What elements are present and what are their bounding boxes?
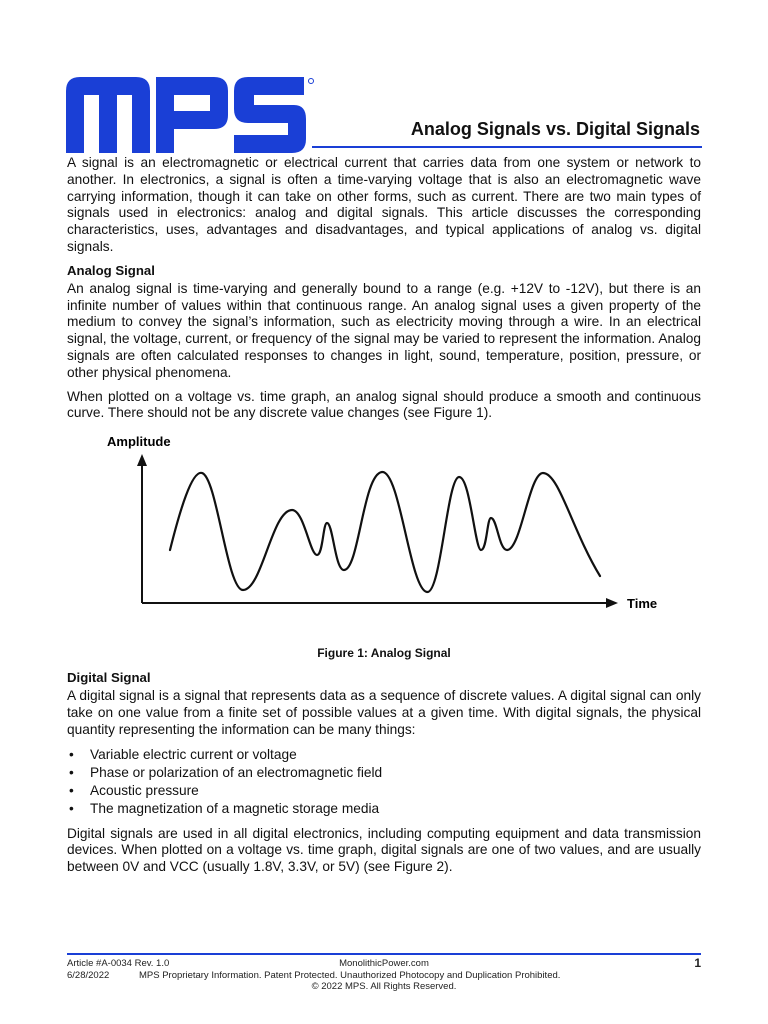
site-link[interactable]: MonolithicPower.com bbox=[339, 958, 429, 969]
article-body bbox=[67, 155, 701, 883]
analog-heading: Analog Signal bbox=[67, 262, 155, 278]
amplitude-label: Amplitude bbox=[107, 434, 171, 450]
page-title: Analog Signals vs. Digital Signals bbox=[410, 119, 700, 139]
copyright: © 2022 MPS. All Rights Reserved. bbox=[311, 981, 457, 992]
analog-waveform bbox=[170, 472, 600, 592]
x-axis-arrow bbox=[606, 598, 618, 608]
intro-paragraph: A signal is an electromagnetic or electrical current that carries data from one system or network to another. In electronics, a signal is often a time-varying voltage that is also an electromagnetic wave carrying information, though it can take on other forms, such as current. There are two main types of signals used in electronics: analog and digital signals. This article discusses the corresponding characteristics, uses, advantages and disadvantages, and typical applications of analog vs. digital signals. bbox=[67, 155, 701, 254]
article-number: Article #A-0034 Rev. 1.0 bbox=[67, 958, 170, 969]
list-item: • Variable electric current or voltage bbox=[69, 746, 297, 762]
article-date: 6/28/2022 bbox=[67, 969, 110, 981]
digital-heading: Digital Signal bbox=[67, 670, 151, 686]
figure-1-caption: Figure 1: Analog Signal bbox=[317, 646, 451, 661]
digital-quantity-list bbox=[67, 746, 701, 818]
figure-analog-signal bbox=[67, 430, 701, 646]
footer-rule bbox=[67, 953, 701, 955]
analog-signal-graph bbox=[67, 430, 701, 646]
digital-paragraph-2: Digital signals are used in all digital electronics, including computing equipment and data transmission devices. When plotted on a voltage vs. time graph, digital signals are one of two values, and are usually between 0V and VCC (usually 1.8V, 3.3V, or 5V) (see Figure 2). bbox=[67, 825, 701, 875]
page-number: 1 bbox=[694, 956, 701, 970]
time-label: Time bbox=[627, 596, 658, 612]
y-axis-arrow bbox=[137, 454, 147, 466]
list-item: • The magnetization of a magnetic storage media bbox=[69, 800, 380, 816]
analog-paragraph-2: When plotted on a voltage vs. time graph, an analog signal should produce a smooth and continuous curve. There should not be any discrete value changes (see Figure 1). bbox=[67, 388, 701, 421]
page-footer bbox=[67, 958, 701, 993]
title-rule bbox=[312, 146, 702, 148]
mps-logo bbox=[66, 77, 318, 153]
analog-paragraph-1: An analog signal is time-varying and generally bound to a range (e.g. +12V to -12V), but there is an infinite number of values within that continuous range. An analog signal uses a given property of the medium to convey the signal’s information, such as electricity moving through a wire. In an electrical signal, the voltage, current, or frequency of the signal may be varied to represent the information. Analog signals are often calculated responses to changes in light, sound, temperature, position, pressure, or other physical phenomena. bbox=[67, 280, 701, 380]
proprietary-notice: MPS Proprietary Information. Patent Protected. Unauthorized Photocopy and Duplication Prohibited. bbox=[139, 969, 561, 981]
list-item: • Phase or polarization of an electromagnetic field bbox=[69, 764, 383, 780]
digital-paragraph-1: A digital signal is a signal that represents data as a sequence of discrete values. A digital signal can only take on one value from a finite set of possible values at a given time. With digital signals, the physical quantity representing the information can be many things: bbox=[67, 688, 701, 737]
list-item: • Acoustic pressure bbox=[69, 782, 199, 798]
